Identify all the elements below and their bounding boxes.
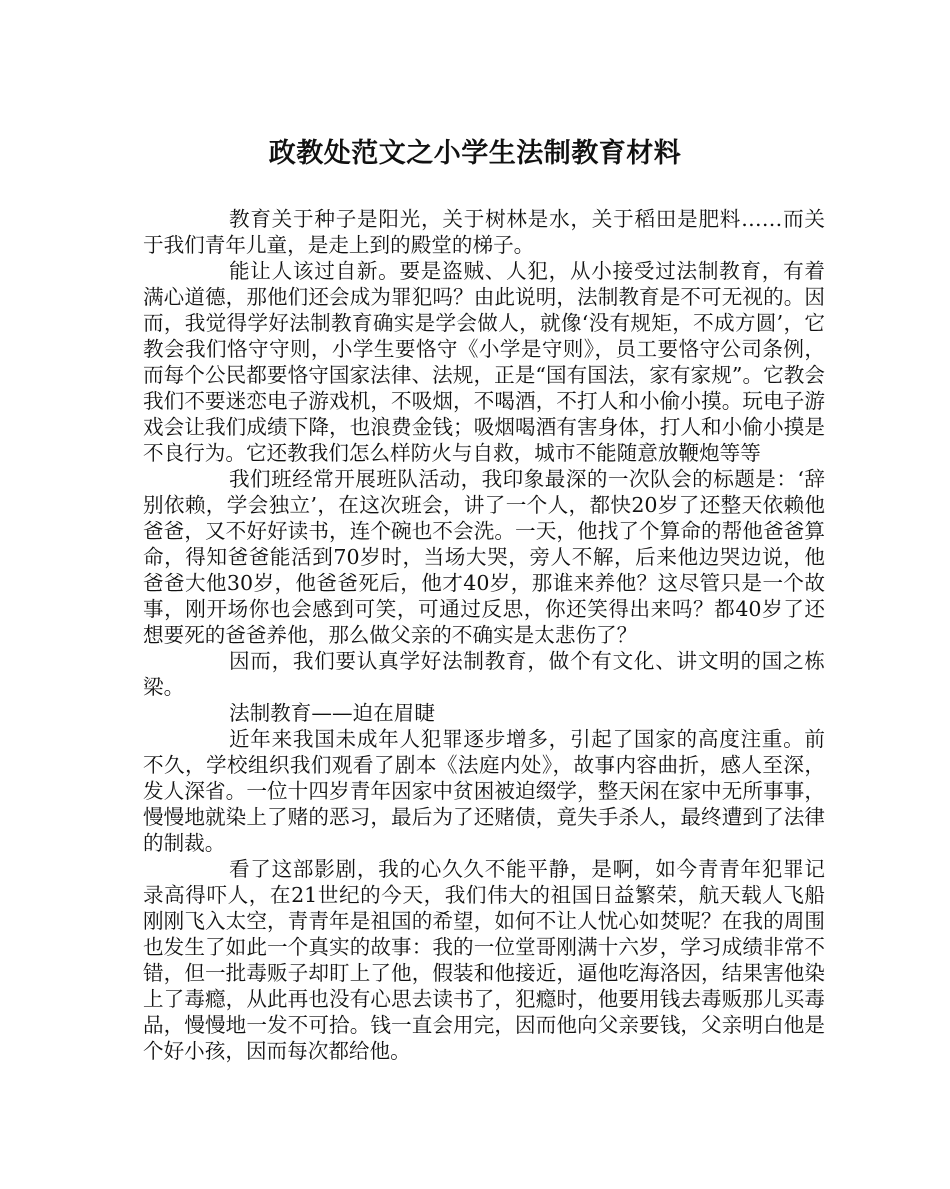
- paragraph-6: 看了这部影剧，我的心久久不能平静，是啊，如今青青年犯罪记录高得吓人，在21世纪的今天，我们伟大的祖国日益繁荣，航天载人飞船刚刚飞入太空，青青年是祖国的希望，如何不让人忧心如焚呢？在我的周围也发生了如此一个真实的故事：我的一位堂哥刚满十六岁，学习成绩非常不错，但一批毒贩子却盯上了他，假装和他接近，逼他吃海洛因，结果害他染上了毒瘾，从此再也没有心思去读书了，犯瘾时，他要用钱去毒贩那儿买毒品，慢慢地一发不可拾。钱一直会用完，因而他向父亲要钱，父亲明白他是个好小孩，因而每次都给他。: [143, 857, 825, 1063]
- paragraph-1: 教育关于种子是阳光，关于树林是水，关于稻田是肥料……而关于我们青年儿童，是走上到的殿堂的梯子。: [143, 207, 825, 257]
- paragraph-4: 因而，我们要认真学好法制教育，做个有文化、讲文明的国之栋梁。: [143, 649, 825, 699]
- paragraph-2: 能让人该过自新。要是盗贼、人犯，从小接受过法制教育，有着满心道德，那他们还会成为罪犯吗？由此说明，法制教育是不可无视的。因而，我觉得学好法制教育确实是学会做人，就像‘没有规矩，不成方圆’，它教会我们恪守守则，小学生要恪守《小学是守则》，员工要恪守公司条例，而每个公民都要恪守国家法律、法规，正是“国有国法，家有家规”。它教会我们不要迷恋电子游戏机，不吸烟，不喝酒，不打人和小偷小摸。玩电子游戏会让我们成绩下降，也浪费金钱；吸烟喝酒有害身体，打人和小偷小摸是不良行为。它还教我们怎么样防火与自救，城市不能随意放鞭炮等等: [143, 259, 825, 465]
- paragraph-3: 我们班经常开展班队活动，我印象最深的一次队会的标题是：‘辞别依赖，学会独立’，在这次班会，讲了一个人，都快20岁了还整天依赖他爸爸，又不好好读书，连个碗也不会洗。一天，他找了个算命的帮他爸爸算命，得知爸爸能活到70岁时，当场大哭，旁人不解，后来他边哭边说，他爸爸大他30岁，他爸爸死后，他才40岁，那谁来养他？这尽管只是一个故事，刚开场你也会感到可笑，可通过反思，你还笑得出来吗？都40岁了还想要死的爸爸养他，那么做父亲的不确实是太悲伤了？: [143, 467, 825, 647]
- document-body: [143, 206, 825, 1064]
- paragraph-5: 近年来我国未成年人犯罪逐步增多，引起了国家的高度注重。前不久，学校组织我们观看了剧本《法庭内处》，故事内容曲折，感人至深，发人深省。一位十四岁青年因家中贫困被迫缀学，整天闲在家中无所事事，慢慢地就染上了赌的恶习，最后为了还赌债，竟失手杀人，最终遭到了法律的制裁。: [143, 727, 825, 855]
- section-heading: 法制教育——迫在眉睫: [229, 701, 435, 725]
- document-title: 政教处范文之小学生法制教育材料: [268, 138, 682, 169]
